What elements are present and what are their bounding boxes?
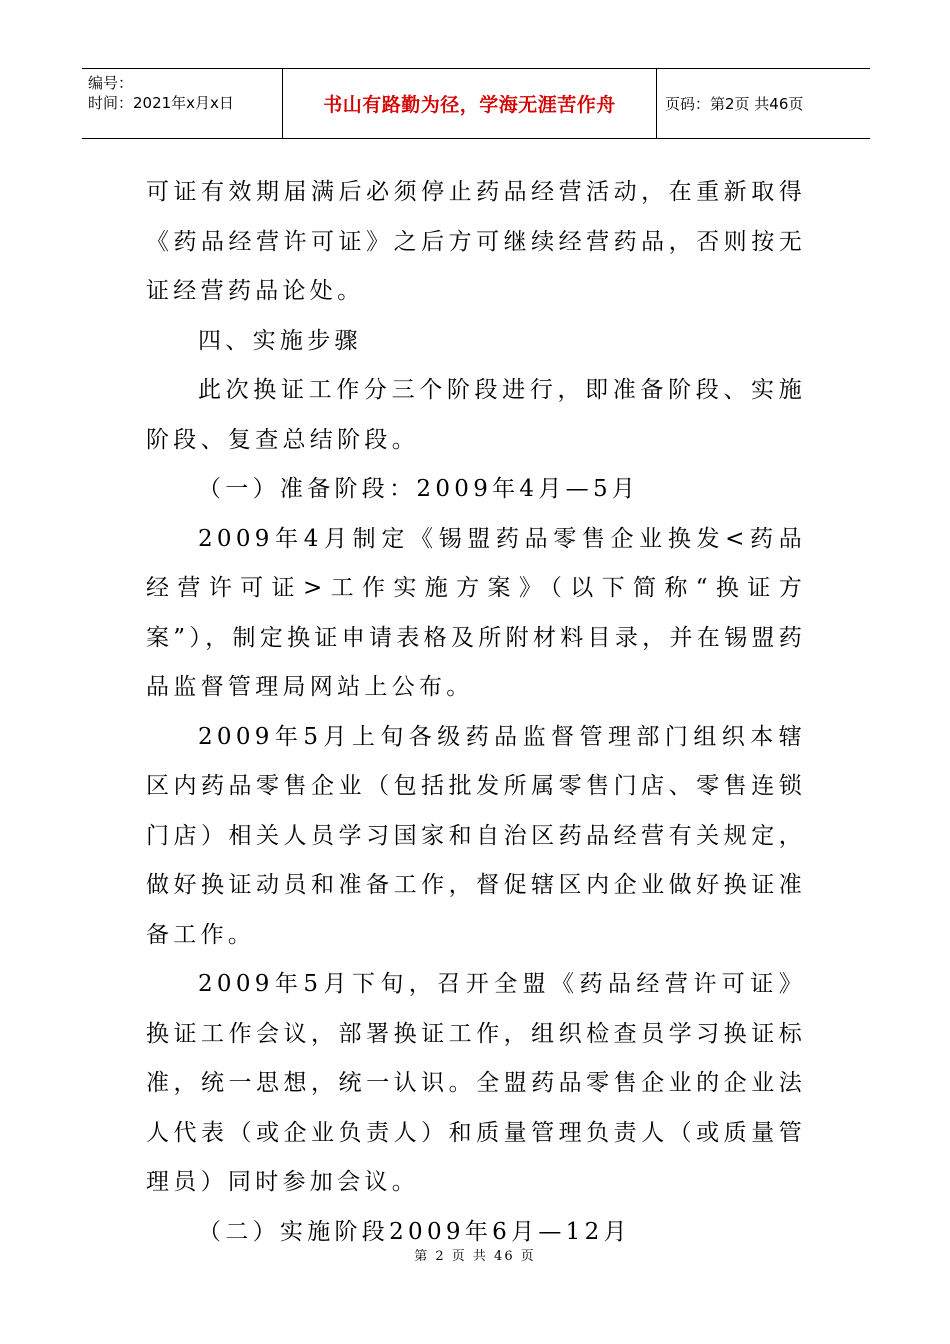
paragraph: 2009年4月制定《锡盟药品零售企业换发<药品经营许可证>工作实施方案》（以下简称“换证方案”），制定换证申请表格及所附材料目录，并在锡盟药品监督管理局网站上公布。 [146, 525, 806, 700]
paragraph: 2009年5月下旬，召开全盟《药品经营许可证》换证工作会议，部署换证工作，组织检查员学习换证标准，统一思想，统一认识。全盟药品零售企业的企业法人代表（或企业负责人）和质量管理负责人（或质量管理员）同时参加会议。 [146, 971, 806, 1195]
document-header [82, 68, 870, 139]
paragraph: 可证有效期届满后必须停止药品经营活动，在重新取得《药品经营许可证》之后方可继续经营药品，否则按无证经营药品论处。 [146, 179, 806, 304]
document-body [146, 168, 806, 1257]
paragraph: 此次换证工作分三个阶段进行，即准备阶段、实施阶段、复查总结阶段。 [146, 377, 806, 453]
paragraph: 2009年5月上旬各级药品监督管理部门组织本辖区内药品零售企业（包括批发所属零售门店、零售连锁门店）相关人员学习国家和自治区药品经营有关规定，做好换证动员和准备工作，督促辖区内企业做好换证准备工作。 [146, 723, 806, 948]
subsection-heading: （二）实施阶段2009年6月—12月 [198, 1218, 631, 1245]
header-motto-cell [282, 69, 657, 138]
page-footer: 第 2 页 共 46 页 [414, 1249, 536, 1264]
section-heading: 四、实施步骤 [198, 327, 362, 354]
header-page-info-cell [657, 69, 870, 138]
number-label: 编号： [88, 74, 134, 92]
motto-text: 书山有路勤为径，学海无涯苦作舟 [323, 94, 616, 116]
time-label: 时间：2021年x月x日 [88, 94, 234, 112]
subsection-heading: （一）准备阶段：2009年4月—5月 [198, 476, 640, 502]
page-info: 页码：第2页 共46页 [665, 95, 804, 113]
header-meta [82, 69, 282, 138]
